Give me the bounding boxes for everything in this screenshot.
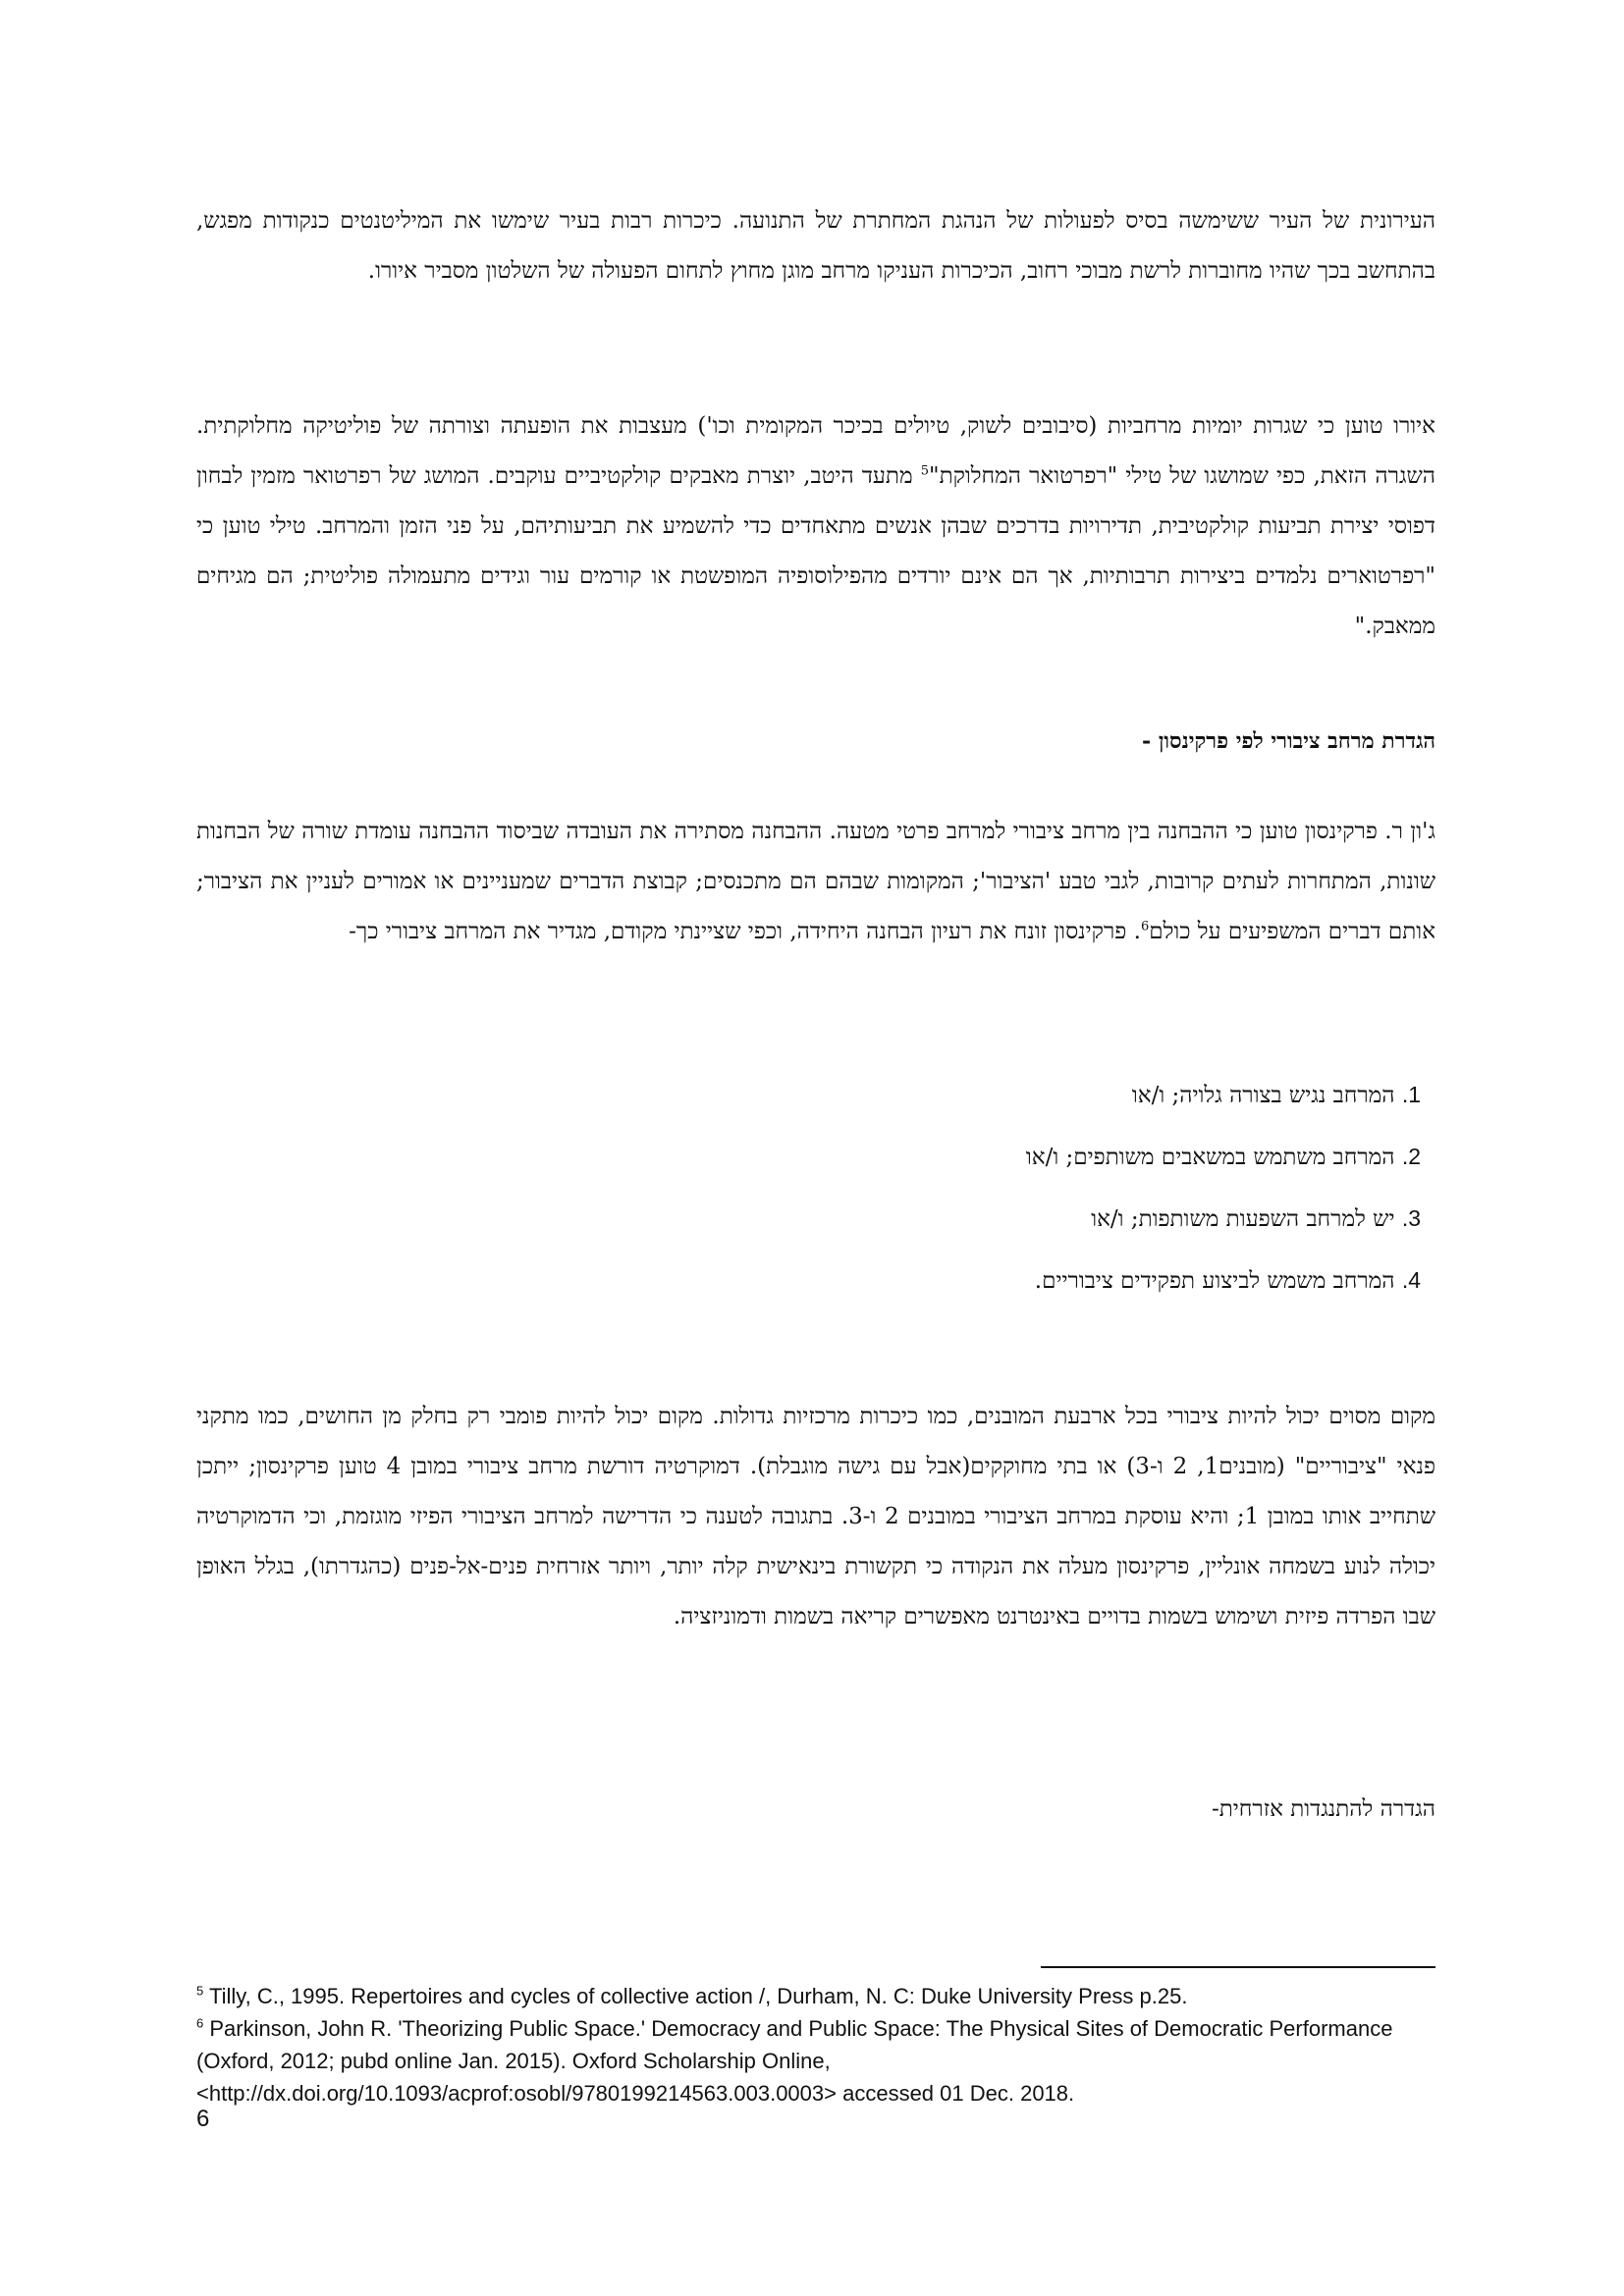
list-item: [196, 1196, 1435, 1257]
footnote-separator: [1041, 1966, 1435, 1968]
list-item: [196, 1257, 1435, 1319]
list-item-text: המרחב משתמש במשאבים משותפים; ו/או: [1025, 1145, 1395, 1170]
paragraph-urban-squares: העירונית של העיר ששימשה בסיס לפעולות של הנהגת המחתרת של התנועה. כיכרות רבות בעיר שימשו את המיליטנטים כנקודות מפגש, בהתחשב בכך שהיו מחוברות לרשת מבוכי רחוב, הכיכרות העניקו מרחב מוגן מחוץ לתחום הפעולה של השלטון מסביר איורו.: [196, 208, 1435, 284]
list-item-text: המרחב משמש לביצוע תפקידים ציבוריים.: [1034, 1268, 1395, 1294]
footnote-ref-5[interactable]: 5: [920, 463, 929, 479]
section-heading-parkinson: הגדרת מרחב ציבורי לפי פרקינסון -: [1142, 728, 1435, 754]
footnote-6: [196, 2012, 1435, 2109]
footnotes: [196, 1980, 1435, 2109]
list-item-number: 3.: [1401, 1205, 1421, 1231]
paragraph-four-senses: מקום מסוים יכול להיות ציבורי בכל ארבעת המובנים, כמו כיכרות מרכזיות גדולות. מקום יכול להיות פומבי רק בחלק מן החושים, כמו מתקני פנאי "ציבוריים" (מובנים1, 2 ו-3) או בתי מחוקקים(אבל עם גישה מוגבלת). דמוקרטיה דורשת מרחב ציבורי במובן 4 טוען פרקינסון; ייתכן שתחייב אותו במובן 1; והיא עוסקת במרחב הציבורי במובנים 2 ו-3. בתגובה לטענה כי הדרישה למרחב הציבורי הפיזי מוגזמת, וכי הדמוקרטיה יכולה לנוע בשמחה אונליין, פרקינסון מעלה את הנקודה כי תקשורת בינאישית קלה יותר, ויותר אזרחית פנים-אל-פנים (כהגדרתו), בגלל האופן שבו הפרדה פיזית ושימוש בשמות בדויים באינטרנט מאפשרים קריאה בשמות ודמוניזציה.: [196, 1404, 1436, 1629]
paragraph-civil-resistance-definition: הגדרה להתנגדות אזרחית-: [1211, 1796, 1435, 1822]
paragraph-text: מתעד היטב, יוצרת מאבקים קולקטיביים עוקבים. המושג של רפרטואר מזמין לבחון דפוסי יצירת תביעות קולקטיבית, תדירויות בדרכים שבהן אנשים מתאחדים כדי להשמיע את תביעותיהם, על פני הזמן והמרחב. טילי טוען כי "רפרטוארים נלמדים ביצירות תרבותיות, אך הם אינם יורדים מהפילוסופיה המופשטת או קורמים עור וגידים מתעמולה פוליטית; הם מגיחים ממאבק.": [196, 463, 1435, 639]
footnote-text: Tilly, C., 1995. Repertoires and cycles of collective action /, Durham, N. C: Duke University Press p.25.: [203, 1984, 1188, 2008]
footnote-5: [196, 1980, 1435, 2012]
list-item-text: המרחב נגיש בצורה גלויה; ו/או: [1131, 1083, 1395, 1108]
footnote-number: 6: [196, 2015, 204, 2031]
paragraph-parkinson-distinction: [196, 807, 1435, 957]
paragraph-text: . פרקינסון זונח את רעיון הבחנה היחידה, וכפי שציינתי מקודם, מגדיר את המרחב ציבורי כך-: [349, 919, 1141, 944]
list-item-text: יש למרחב השפעות משותפות; ו/או: [1091, 1206, 1395, 1232]
paragraph-contention-repertoire: [196, 401, 1435, 652]
public-space-criteria-list: [196, 1072, 1435, 1319]
list-item: [196, 1072, 1435, 1134]
footnote-ref-6[interactable]: 6: [1140, 919, 1150, 934]
footnote-number: 5: [196, 1983, 204, 1999]
list-item-number: 4.: [1401, 1267, 1421, 1293]
footnote-text: Parkinson, John R. 'Theorizing Public Space.' Democracy and Public Space: The Physical Sites of Democratic Performance (Oxford, 2012; pubd online Jan. 2015). Oxford Scholarship Online, <http://dx.doi.org/10.1093/acprof:osobl/9780199214563.003.0003> accessed 01 Dec. 2018.: [196, 2016, 1393, 2106]
list-item-number: 2.: [1401, 1144, 1421, 1169]
paragraph-text: איורו טוען כי שגרות יומיות מרחביות (סיבובים לשוק, טיולים בכיכר המקומית וכו') מעצבות את הופעתה וצורתה של פוליטיקה מחלוקתית. השגרה הזאת, כפי שמושגו של טילי "רפרטואר המחלוקת": [196, 413, 1435, 489]
list-item: [196, 1134, 1435, 1196]
page-number: 6: [196, 2106, 210, 2132]
list-item-number: 1.: [1401, 1082, 1421, 1107]
paragraph-text: ג'ון ר. פרקינסון טוען כי ההבחנה בין מרחב ציבורי למרחב פרטי מטעה. ההבחנה מסתירה את העובדה שביסוד ההבחנה עומדת שורה של הבחנות שונות, המתחרות לעתים קרובות, לגבי טבע 'הציבור'; המקומות שבהם הם מתכנסים; קבוצת הדברים שמעניינים או אמורים לעניין את הציבור; אותם דברים המשפיעים על כולם: [196, 819, 1435, 944]
